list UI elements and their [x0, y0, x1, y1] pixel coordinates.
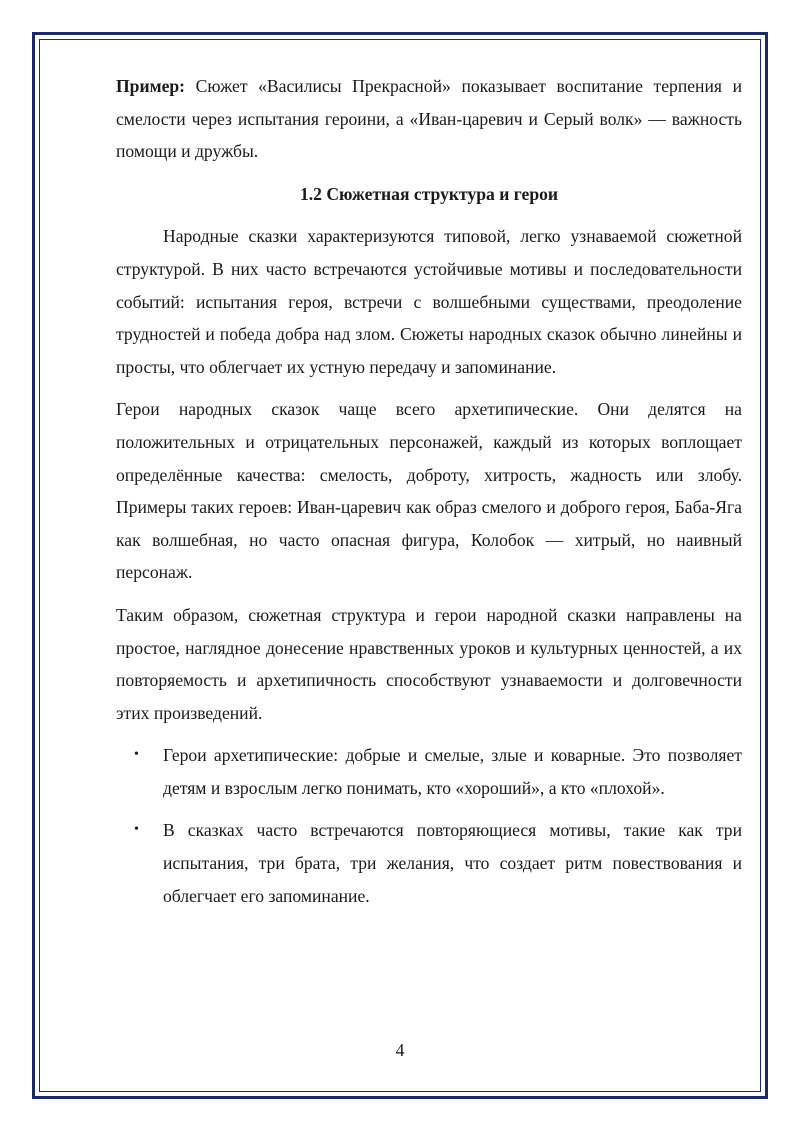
bullet-icon: • [134, 822, 139, 838]
list-item [116, 814, 742, 912]
document-body [116, 70, 742, 922]
example-paragraph [116, 70, 742, 168]
list-item [116, 739, 742, 804]
paragraph-heroes: Герои народных сказок чаще всего архетипические. Они делятся на положительных и отрицательных персонажей, каждый из которых воплощает определённые качества: смелость, доброту, хитрость, жадность или злобу. Примеры таких героев: Иван-царевич как образ смелого и доброго героя, Баба-Яга как волшебная, но часто опасная фигура, Колобок — хитрый, но наивный персонаж. [116, 399, 742, 583]
page-number: 4 [395, 1040, 405, 1060]
section-heading: 1.2 Сюжетная структура и герои [299, 183, 559, 204]
bullet-list [116, 739, 742, 912]
paragraph-conclusion: Таким образом, сюжетная структура и герои народной сказки направлены на простое, наглядное донесение нравственных уроков и культурных ценностей, а их повторяемость и архетипичность способствуют узнаваемости и долговечности этих произведений. [116, 604, 742, 723]
list-item-text: Герои архетипические: добрые и смелые, злые и коварные. Это позволяет детям и взрослым легко понимать, кто «хороший», а кто «плохой». [163, 745, 742, 798]
example-text: Сюжет «Василисы Прекрасной» показывает воспитание терпения и смелости через испытания героини, а «Иван-царевич и Серый волк» — важность помощи и дружбы. [116, 76, 742, 162]
paragraph-plot-structure: Народные сказки характеризуются типовой, легко узнаваемой сюжетной структурой. В них часто встречаются устойчивые мотивы и последовательности событий: испытания героя, встречи с волшебными существами, преодоление трудностей и победа добра над злом. Сюжеты народных сказок обычно линейны и просты, что облегчает их устную передачу и запоминание. [116, 226, 742, 377]
list-item-text: В сказках часто встречаются повторяющиеся мотивы, такие как три испытания, три брата, три желания, что создает ритм повествования и облегчает его запоминание. [163, 820, 742, 906]
bullet-icon: • [134, 747, 139, 763]
example-label: Пример: [116, 76, 186, 96]
